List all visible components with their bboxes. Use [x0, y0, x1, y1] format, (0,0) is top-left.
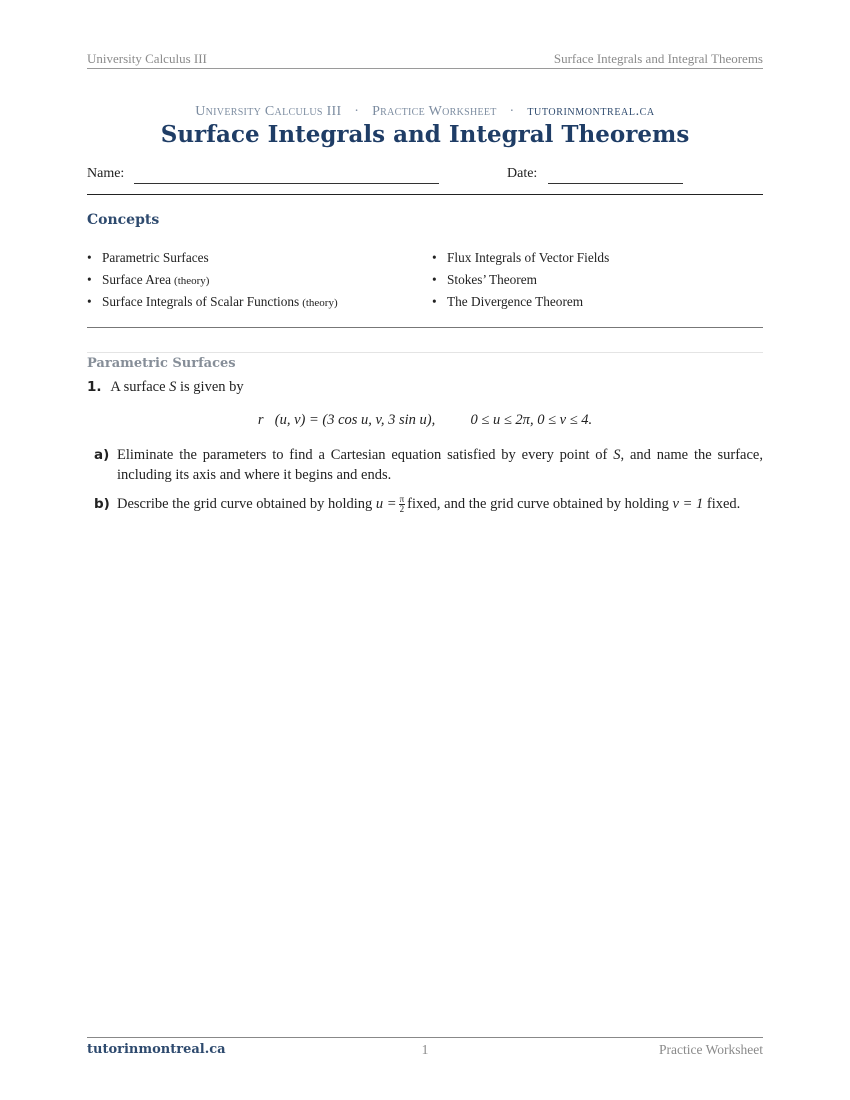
- question-1-intro: [87, 378, 763, 398]
- concept-item: [87, 272, 417, 294]
- concepts-heading: Concepts: [87, 212, 160, 228]
- part-text-1: Describe the grid curve obtained by holding: [117, 496, 373, 512]
- subtitle-line: [87, 104, 763, 120]
- divider: [87, 194, 763, 195]
- concept-label: Flux Integrals of Vector Fields: [447, 250, 610, 265]
- bullet-icon: •: [87, 271, 92, 287]
- concept-label: The Divergence Theorem: [447, 293, 584, 309]
- name-label: Name:: [87, 166, 125, 181]
- parametric-equation: [87, 412, 763, 429]
- bullet-icon: •: [87, 293, 92, 309]
- part-text-2: , and name the surface, including its axis and where it begins and ends.: [117, 447, 763, 483]
- running-header-left: University Calculus III: [87, 51, 207, 66]
- question-part-b: [87, 495, 763, 515]
- concept-label: Surface Integrals of Scalar Functions: [102, 293, 300, 309]
- concept-item: [432, 294, 762, 316]
- concepts-column-left: [87, 250, 417, 315]
- name-date-row: [87, 166, 763, 190]
- concept-item: [87, 294, 417, 316]
- part-tag: b): [94, 496, 110, 512]
- part-text: [117, 446, 763, 485]
- concept-item: [432, 272, 762, 294]
- math-expression: u =: [375, 496, 397, 512]
- running-header: [87, 50, 763, 69]
- bullet-icon: •: [432, 293, 437, 309]
- date-field[interactable]: [548, 183, 683, 184]
- part-tag: a): [94, 447, 110, 463]
- equation-range: 0 ≤ u ≤ 2π, 0 ≤ v ≤ 4.: [470, 412, 593, 428]
- concepts-column-right: [432, 250, 762, 315]
- running-header-right: Surface Integrals and Integral Theorems: [553, 51, 763, 66]
- title-block: [87, 104, 763, 148]
- equation-lhs: r⃗(u, v) = (3 cos u, v, 3 sin u),: [257, 412, 436, 428]
- page-title: Surface Integrals and Integral Theorems: [160, 121, 690, 148]
- section-heading: Parametric Surfaces: [87, 356, 236, 371]
- question-text: A surface: [110, 379, 166, 395]
- site-link[interactable]: tutorinmontreal.ca: [527, 104, 655, 119]
- concept-note: (theory): [302, 296, 338, 309]
- concept-label: Stokes’ Theorem: [447, 271, 537, 287]
- fraction-numerator: π: [399, 494, 405, 505]
- math-variable: S: [613, 447, 621, 463]
- footer-divider: [87, 1037, 763, 1038]
- math-expression: v = 1: [672, 496, 704, 512]
- question-text: is given by: [180, 379, 244, 395]
- concept-note: (theory): [174, 274, 210, 287]
- question-number: 1.: [87, 379, 102, 395]
- course-name: University Calculus III: [195, 104, 342, 119]
- concept-label: Parametric Surfaces: [102, 250, 209, 265]
- page-number: 1: [421, 1042, 429, 1057]
- worksheet-kind: Practice Worksheet: [372, 104, 497, 119]
- footer-label: Practice Worksheet: [659, 1042, 763, 1057]
- math-variable: S: [169, 379, 177, 395]
- fraction: [399, 495, 406, 514]
- part-text-1: Eliminate the parameters to find a Cartesian equation satisfied by every point of: [117, 447, 608, 463]
- part-text-3: fixed.: [706, 496, 741, 512]
- concept-label: Surface Area: [102, 271, 172, 287]
- date-label: Date:: [507, 166, 538, 181]
- divider: [87, 327, 763, 328]
- concept-item: [87, 250, 417, 272]
- part-text-2: fixed, and the grid curve obtained by holding: [407, 496, 669, 512]
- part-text: [117, 495, 763, 515]
- name-field[interactable]: [134, 183, 439, 184]
- fraction-denominator: 2: [399, 504, 405, 515]
- bullet-icon: •: [432, 271, 437, 287]
- concept-item: [432, 250, 762, 272]
- question-part-a: [87, 446, 763, 485]
- footer-site-link[interactable]: tutorinmontreal.ca: [87, 1042, 226, 1057]
- separator-dot: ·: [509, 104, 515, 119]
- separator-dot: ·: [354, 104, 360, 119]
- section-divider: [87, 352, 763, 353]
- bullet-icon: •: [432, 250, 437, 265]
- bullet-icon: •: [87, 250, 92, 265]
